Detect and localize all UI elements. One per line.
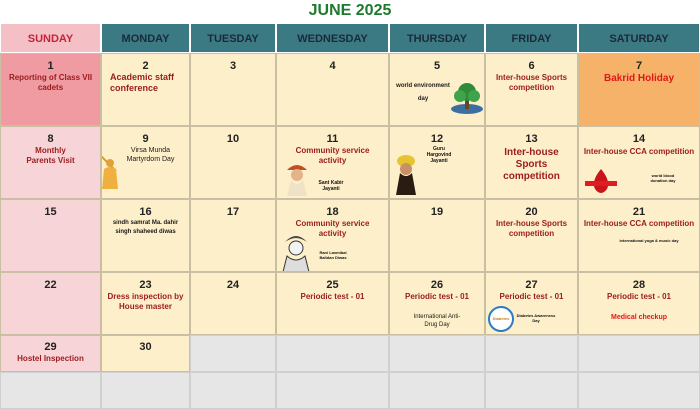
day-cell-11[interactable]: 11 Community service activity Sant Kabir Jayanti <box>276 126 389 199</box>
event-text: Hostel Inspection <box>17 354 84 363</box>
event-text: Inter-house Sports competition <box>495 73 568 92</box>
day-cell-15[interactable]: 15 <box>0 199 101 272</box>
day-cell-10[interactable]: 10 <box>190 126 276 199</box>
event-text: Bakrid Holiday <box>603 73 675 84</box>
day-cell-4[interactable]: 4 <box>276 53 389 126</box>
sant-kabir-portrait-icon <box>281 160 313 196</box>
day-cell-29[interactable]: 29 Hostel Inspection <box>0 335 101 372</box>
event-text: Community service activity <box>295 146 370 165</box>
day-cell-27[interactable]: 27 Periodic test - 01 Diabetes Diabetes Awareness Day <box>485 272 578 335</box>
event-text: Periodic test - 01 <box>499 292 564 301</box>
empty-cell <box>578 335 700 372</box>
environment-tree-icon <box>450 82 484 116</box>
event-text: sindh samrat Ma. dahir singh shaheed diwas <box>112 220 179 235</box>
day-cell-16[interactable]: 16 sindh samrat Ma. dahir singh shaheed diwas <box>101 199 190 272</box>
day-cell-22[interactable]: 22 <box>0 272 101 335</box>
empty-cell <box>389 335 485 372</box>
day-cell-2[interactable]: 2 Academic staff conference <box>101 53 190 126</box>
day-cell-30[interactable]: 30 <box>101 335 190 372</box>
day-cell-13[interactable]: 13 Inter-house Sports competition <box>485 126 578 199</box>
day-cell-25[interactable]: 25 Periodic test - 01 <box>276 272 389 335</box>
day-cell-19[interactable]: 19 <box>389 199 485 272</box>
caption: Rani Laxmibai Balidan Diwas <box>319 250 347 260</box>
day-cell-5[interactable]: 5 world environment day <box>389 53 485 126</box>
day-cell-17[interactable]: 17 <box>190 199 276 272</box>
event-text: Inter-house Sports competition <box>503 147 560 182</box>
event-text: Periodic test - 01 <box>404 292 470 301</box>
event-text: Dress inspection by House master <box>107 292 184 311</box>
event-text: Reporting of Class VII cadets <box>8 73 93 92</box>
event-text-2: International Anti-Drug Day <box>413 314 461 328</box>
header-friday: FRIDAY <box>485 23 578 53</box>
calendar-title: JUNE 2025 <box>308 2 392 19</box>
header-monday: MONDAY <box>101 23 190 53</box>
empty-cell <box>389 372 485 409</box>
day-cell-1[interactable]: 1 Reporting of Class VII cadets <box>0 53 101 126</box>
header-wednesday: WEDNESDAY <box>276 23 389 53</box>
day-cell-14[interactable]: 14 Inter-house CCA competition world blood donation day <box>578 126 700 199</box>
empty-cell <box>485 335 578 372</box>
caption: world blood donation day <box>650 173 676 183</box>
event-text: Periodic test - 01 <box>606 292 672 301</box>
event-text-2: day <box>417 96 429 102</box>
empty-cell <box>578 372 700 409</box>
event-text-2: Medical checkup <box>610 314 668 321</box>
empty-cell <box>190 335 276 372</box>
empty-cell <box>101 372 190 409</box>
guru-hargovind-portrait-icon <box>392 153 420 195</box>
event-text: Academic staff conference <box>110 72 175 93</box>
header-thursday: THURSDAY <box>389 23 485 53</box>
event-text: Monthly Parents Visit <box>26 146 75 165</box>
day-cell-6[interactable]: 6 Inter-house Sports competition <box>485 53 578 126</box>
caption: international yoga & music day <box>619 238 679 243</box>
day-cell-28[interactable]: 28 Periodic test - 01 Medical checkup <box>578 272 700 335</box>
empty-cell <box>190 372 276 409</box>
event-text: Community service activity <box>295 219 370 238</box>
header-saturday: SATURDAY <box>578 23 700 53</box>
header-tuesday: TUESDAY <box>190 23 276 53</box>
day-cell-18[interactable]: 18 Community service activity Rani Laxmibai Balidan Diwas <box>276 199 389 272</box>
empty-cell <box>276 372 389 409</box>
blood-drop-icon <box>583 167 619 197</box>
empty-cell <box>485 372 578 409</box>
day-cell-12[interactable]: 12 Guru Hargovind Jayanti <box>389 126 485 199</box>
day-cell-3[interactable]: 3 <box>190 53 276 126</box>
day-cell-21[interactable]: 21 Inter-house CCA competition international yoga & music day <box>578 199 700 272</box>
empty-cell <box>0 372 101 409</box>
day-cell-8[interactable]: 8 Monthly Parents Visit <box>0 126 101 199</box>
empty-cell <box>276 335 389 372</box>
caption: Sant Kabir Jayanti <box>318 180 344 192</box>
event-text: Virsa Munda Martyrdom Day <box>126 147 175 163</box>
event-text: world environment <box>396 83 450 89</box>
event-text: Inter-house CCA competition <box>583 147 695 156</box>
day-cell-23[interactable]: 23 Dress inspection by House master <box>101 272 190 335</box>
day-cell-26[interactable]: 26 Periodic test - 01 International Anti-Drug Day <box>389 272 485 335</box>
caption: Guru Hargovind Jayanti <box>426 146 452 164</box>
day-cell-24[interactable]: 24 <box>190 272 276 335</box>
event-text: Inter-house Sports competition <box>495 219 568 238</box>
day-cell-7[interactable]: 7 Bakrid Holiday <box>578 53 700 126</box>
header-sunday: SUNDAY <box>0 23 101 53</box>
birsa-munda-figure-icon <box>101 149 124 193</box>
caption: Diabetes Awareness Day <box>516 313 556 323</box>
event-text: Periodic test - 01 <box>300 292 365 301</box>
day-cell-20[interactable]: 20 Inter-house Sports competition <box>485 199 578 272</box>
day-cell-9[interactable]: 9 Virsa Munda Martyrdom Day <box>101 126 190 199</box>
event-text: Inter-house CCA competition <box>583 219 695 228</box>
rani-laxmibai-sketch-icon <box>279 230 313 272</box>
diabetes-badge-icon: Diabetes <box>488 306 514 332</box>
